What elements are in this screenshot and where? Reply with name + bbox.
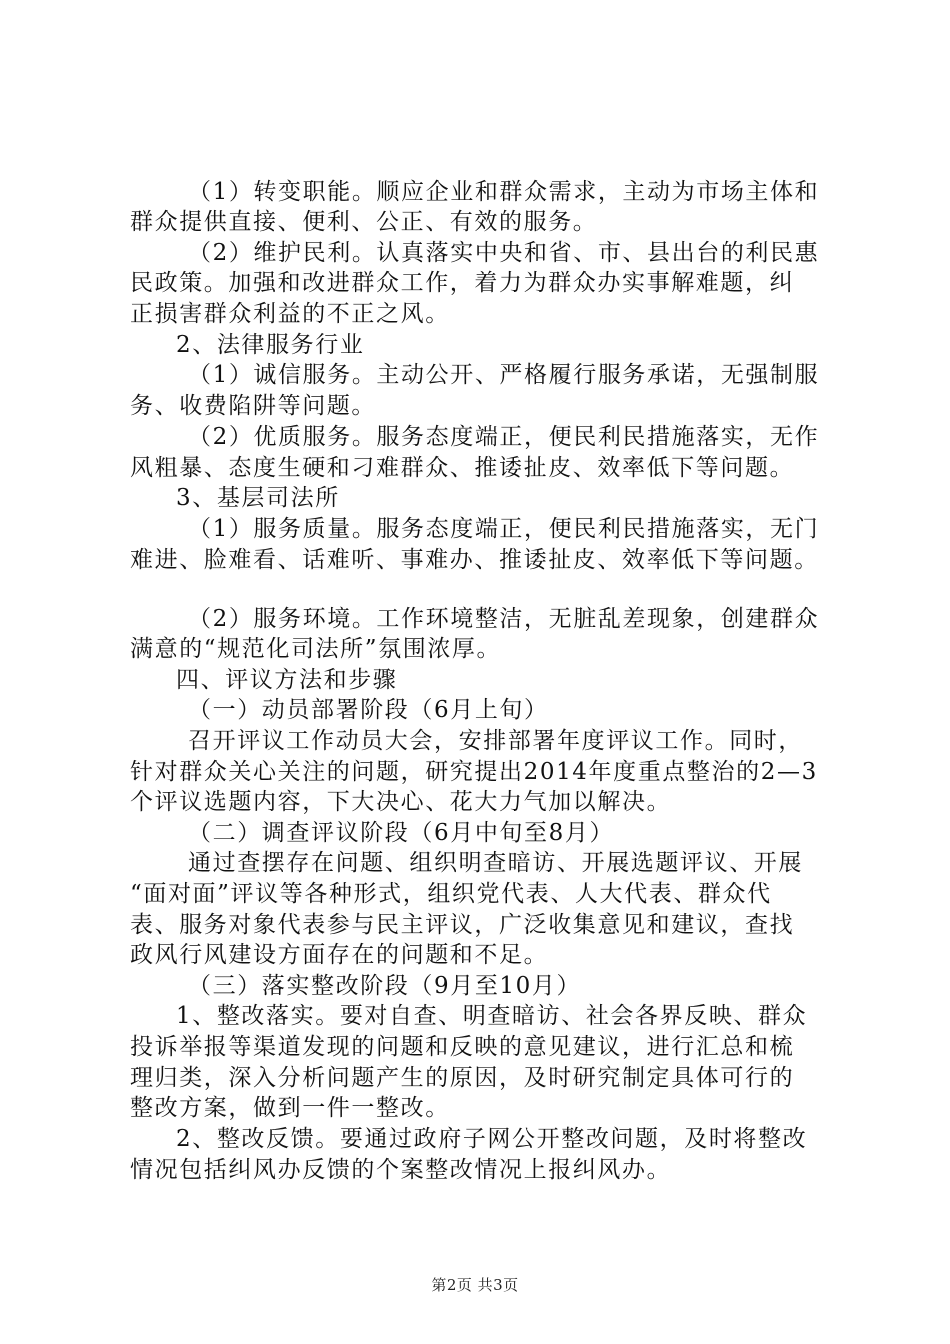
text-line: 情况包括纠风办反馈的个案整改情况上报纠风办。	[130, 1157, 672, 1183]
text-line: 投诉举报等渠道发现的问题和反映的意见建议，进行汇总和梳	[130, 1034, 795, 1060]
text-line: （2）服务环境。工作环境整洁，无脏乱差现象，创建群众	[188, 606, 820, 632]
text-line: 个评议选题内容，下大决心、花大力气加以解决。	[130, 789, 672, 815]
text-line: 1、整改落实。要对自查、明查暗访、社会各界反映、群众	[176, 1003, 808, 1029]
text-line: “面对面”评议等各种形式，组织党代表、人大代表、群众代	[130, 881, 772, 907]
text-line: 2、整改反馈。要通过政府子网公开整改问题，及时将整改	[176, 1126, 808, 1152]
text-line: 理归类，深入分析问题产生的原因，及时研究制定具体可行的	[130, 1065, 795, 1091]
text-line: 针对群众关心关注的问题，研究提出2014年度重点整治的2—3	[130, 759, 818, 785]
text-line: 满意的“规范化司法所”氛围浓厚。	[130, 636, 502, 662]
subsection-heading: （二）调查评议阶段（6月中旬至8月）	[188, 820, 615, 846]
text-line: 务、收费陷阱等问题。	[130, 393, 376, 419]
text-line: （1）诚信服务。主动公开、严格履行服务承诺，无强制服	[188, 362, 820, 388]
text-line: 正损害群众利益的不正之风。	[130, 301, 450, 327]
text-line: 政风行风建设方面存在的问题和不足。	[130, 942, 549, 968]
section-heading: 四、评议方法和步骤	[176, 667, 398, 693]
text-line: 整改方案，做到一件一整改。	[130, 1095, 450, 1121]
section-heading: 3、基层司法所	[176, 485, 340, 511]
subsection-heading: （三）落实整改阶段（9月至10月）	[188, 973, 582, 999]
text-line: 召开评议工作动员大会，安排部署年度评议工作。同时，	[188, 728, 803, 754]
text-line: 难进、脸难看、话难听、事难办、推诿扯皮、效率低下等问题。	[130, 547, 819, 573]
subsection-heading: （一）动员部署阶段（6月上旬）	[188, 697, 549, 723]
text-line: （2）优质服务。服务态度端正，便民利民措施落实，无作	[188, 424, 820, 450]
section-heading: 2、法律服务行业	[176, 332, 365, 358]
text-line: （1）服务质量。服务态度端正，便民利民措施落实，无门	[188, 516, 820, 542]
text-line: （1）转变职能。顺应企业和群众需求，主动为市场主体和	[188, 179, 820, 205]
page-number-footer: 第2页 共3页	[431, 1276, 519, 1294]
text-line: 通过查摆存在问题、组织明查暗访、开展选题评议、开展	[188, 850, 803, 876]
text-line: 群众提供直接、便利、公正、有效的服务。	[130, 209, 598, 235]
text-line: 民政策。加强和改进群众工作，着力为群众办实事解难题，纠	[130, 270, 795, 296]
text-line: 风粗暴、态度生硬和刁难群众、推诿扯皮、效率低下等问题。	[130, 455, 795, 481]
text-line: （2）维护民利。认真落实中央和省、市、县出台的利民惠	[188, 240, 820, 266]
text-line: 表、服务对象代表参与民主评议，广泛收集意见和建议，查找	[130, 912, 795, 938]
